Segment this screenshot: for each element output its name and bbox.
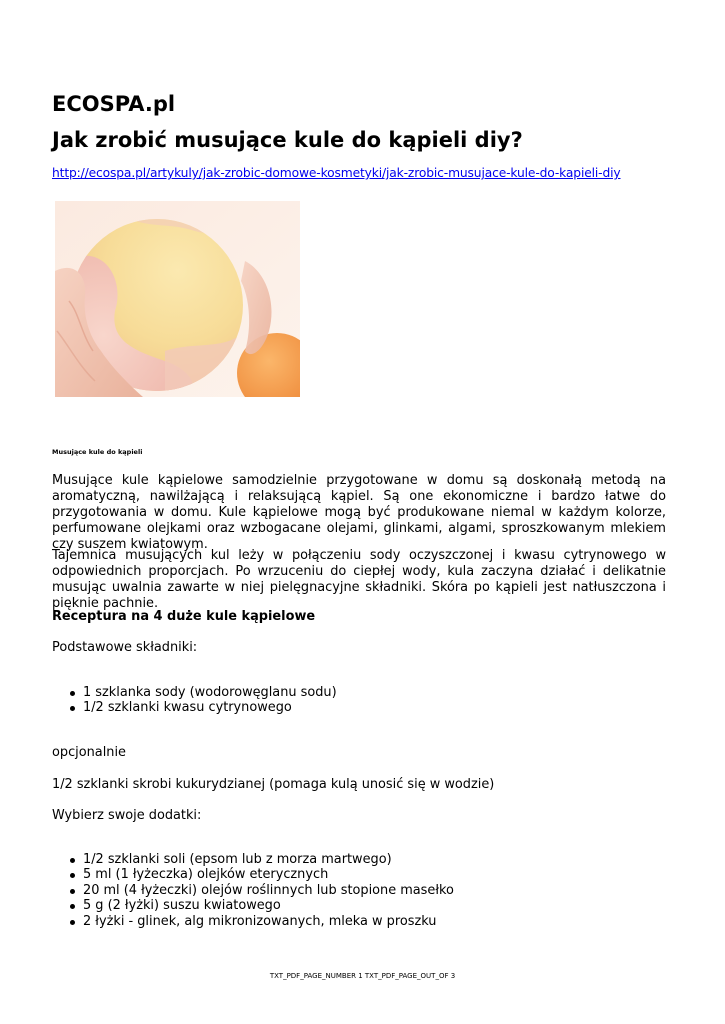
optional-starch-text: 1/2 szklanki skrobi kukurydzianej (pomaga kulą unosić się w wodzie) [52,777,495,792]
list-item: 1/2 szklanki soli (epsom lub z morza martwego) [52,852,454,867]
list-item: 5 g (2 łyżki) suszu kwiatowego [52,898,454,913]
list-item: 2 łyżki - glinek, alg mikronizowanych, mleka w proszku [52,914,454,929]
additions-list [52,852,454,929]
list-item: 20 ml (4 łyżeczki) olejów roślinnych lub stopione masełko [52,883,454,898]
image-caption: Musujące kule do kąpieli [52,448,143,456]
recipe-heading: Receptura na 4 duże kule kąpielowe [52,609,316,624]
secret-paragraph: Tajemnica musujących kul leży w połączeniu sody oczyszczonej i kwasu cytrynowego w odpowiednich proporcjach. Po wrzuceniu do ciepłej wody, kula zaczyna działać i delikatnie musując uwalnia zawarte w niej pielęgnacyjne składniki. Skóra po kąpieli jest natłuszczona i pięknie pachnie. [52,548,666,611]
list-item: 1 szklanka sody (wodorowęglanu sodu) [52,685,337,700]
basic-ingredients-label: Podstawowe składniki: [52,640,198,655]
site-title: ECOSPA.pl [52,92,176,116]
optional-label: opcjonalnie [52,745,126,760]
source-url-link[interactable]: http://ecospa.pl/artykuly/jak-zrobic-domowe-kosmetyki/jak-zrobic-musujace-kule-do-kapieli-diy [52,166,621,180]
additions-label: Wybierz swoje dodatki: [52,808,202,823]
basic-ingredients-list [52,685,337,716]
page-footer: TXT_PDF_PAGE_NUMBER 1 TXT_PDF_PAGE_OUT_OF 3 [269,972,456,980]
intro-paragraph: Musujące kule kąpielowe samodzielnie przygotowane w domu są doskonałą metodą na aromatyczną, nawilżającą i relaksującą kąpiel. Są one ekonomiczne i bardzo łatwe do przygotowania w domu. Kule kąpielowe mogą być produkowane niemal w każdym kolorze, perfumowane olejkami oraz wzbogacane olejami, glinkami, algami, sproszkowanym mlekiem czy suszem kwiatowym. [52,473,666,552]
bath-bomb-photo [55,201,300,397]
article-title: Jak zrobić musujące kule do kąpieli diy? [52,128,523,152]
list-item: 1/2 szklanki kwasu cytrynowego [52,700,337,715]
list-item: 5 ml (1 łyżeczka) olejków eterycznych [52,867,454,882]
